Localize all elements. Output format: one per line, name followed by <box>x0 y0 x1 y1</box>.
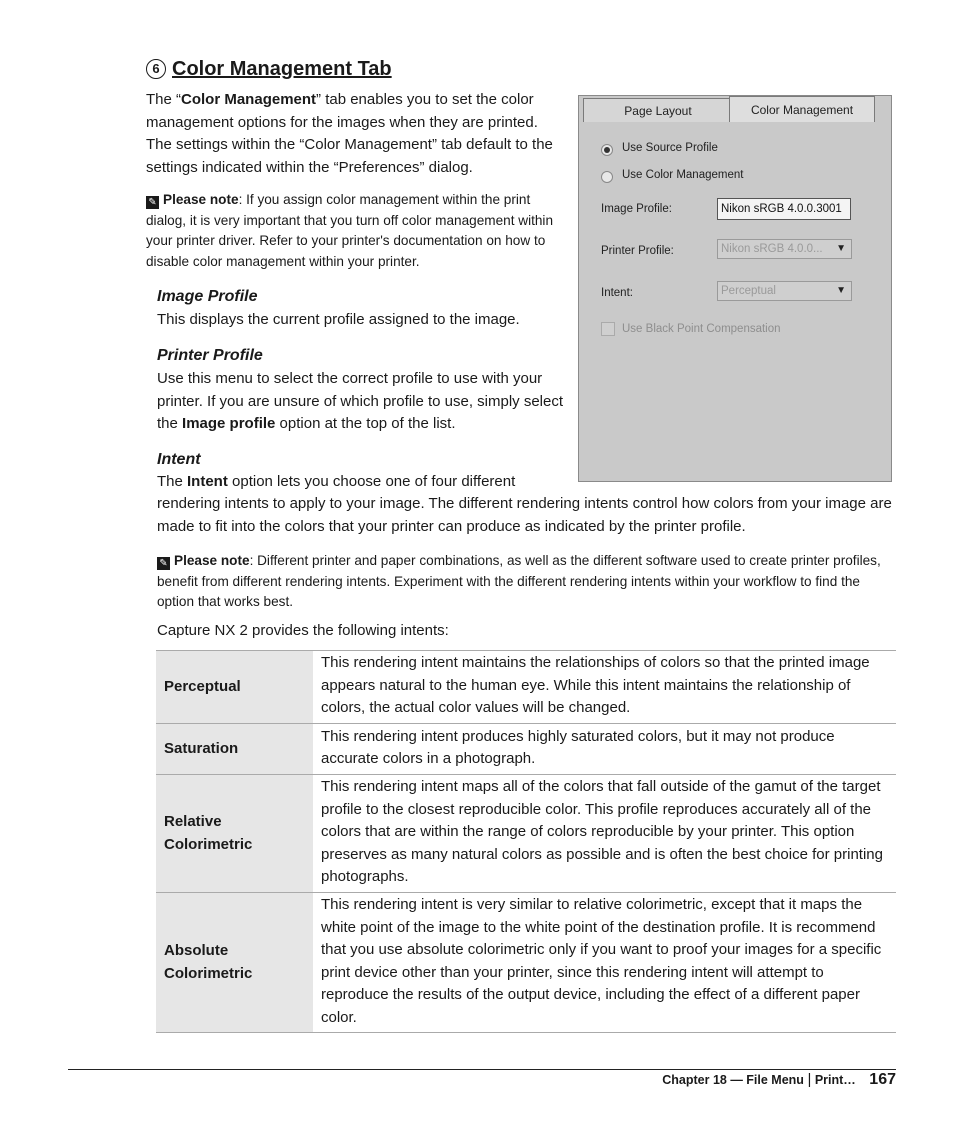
intent-heading: Intent <box>157 451 201 468</box>
section-heading <box>146 58 392 81</box>
black-point-label: Use Black Point Compensation <box>622 323 781 335</box>
tab-page-layout[interactable]: Page Layout <box>583 98 733 122</box>
intent-description: This rendering intent is very similar to relative colorimetric, except that it maps the white point of the image to the white point of the destination profile. It is recommend that you use absolute colorimetric only if you want to proof your images for a specific print device other than your printer, since this rendering intent will attempt to reproduce the results of the output device, including the effect of a different paper color. <box>313 893 896 1033</box>
intent-name: Absolute Colorimetric <box>156 893 313 1033</box>
intent-text-rest: rendering intents to apply to your image. The different rendering intents control how colors from your image are made to fit into the colors that your printer can produce as indicated by the printer profile. <box>157 495 892 535</box>
printer-profile-bold: Image profile <box>182 415 276 432</box>
table-row <box>156 651 896 724</box>
pencil-note-icon: ✎ <box>157 557 170 570</box>
printer-profile-text <box>157 368 569 436</box>
printer-profile-select-value: Nikon sRGB 4.0.0... <box>721 243 823 255</box>
note-1 <box>146 190 566 272</box>
dropdown-arrow-icon: ▼ <box>836 243 846 254</box>
table-row <box>156 893 896 1033</box>
black-point-checkbox[interactable] <box>601 322 615 336</box>
note-1-label: Please note <box>163 192 239 207</box>
intent-description: This rendering intent maintains the relationships of colors so that the printed image appears natural to the human eye. While this intent maintains the relationship of colors, the actual color values will be changed. <box>313 651 896 724</box>
intro-bold: Color Management <box>181 91 317 108</box>
image-profile-text: This displays the current profile assigned to the image. <box>157 311 520 328</box>
image-profile-heading: Image Profile <box>157 288 258 305</box>
intro-post: ” tab enables you to set the color management options for the images when they are printed. The settings within the “Color Management” tab default to the settings indicated within the “Preferences” dialog. <box>146 91 553 176</box>
capture-line: Capture NX 2 provides the following intents: <box>157 622 449 639</box>
table-row <box>156 775 896 893</box>
tab-color-management[interactable]: Color Management <box>729 96 875 122</box>
section-title: Color Management Tab <box>172 58 392 80</box>
intent-name: Relative Colorimetric <box>156 775 313 893</box>
intent-bold: Intent <box>187 473 228 490</box>
page-number: 167 <box>869 1071 896 1088</box>
dropdown-arrow-icon: ▼ <box>836 285 846 296</box>
page-footer <box>662 1071 896 1089</box>
intent-description: This rendering intent maps all of the colors that fall outside of the gamut of the target profile to the closest reproducible color. This profile reproduces accurately all of the colors that are within the range of colors reproducible by your printer. This option preserves as many natural colors as possible and is often the best choice for printing photographs. <box>313 775 896 893</box>
intent-description: This rendering intent produces highly saturated colors, but it may not produce accurate colors in a photograph. <box>313 724 896 775</box>
intent-text-line1 <box>157 471 577 494</box>
footer-rule <box>68 1069 896 1070</box>
printer-profile-heading: Printer Profile <box>157 347 263 364</box>
footer-section: Print… <box>814 1073 856 1087</box>
intent-label: Intent: <box>601 287 633 299</box>
dialog-tabs <box>579 96 891 122</box>
image-profile-field: Nikon sRGB 4.0.0.3001 <box>717 198 851 220</box>
use-source-profile-label: Use Source Profile <box>622 142 718 154</box>
printer-profile-post: option at the top of the list. <box>275 415 456 432</box>
use-color-management-radio[interactable] <box>601 171 613 183</box>
intro-paragraph <box>146 89 566 179</box>
section-number: 6 <box>146 59 166 79</box>
image-profile-label: Image Profile: <box>601 203 672 215</box>
printer-profile-select[interactable] <box>717 239 852 259</box>
intent-name: Perceptual <box>156 651 313 724</box>
footer-separator: | <box>807 1071 812 1088</box>
use-source-profile-radio[interactable] <box>601 144 613 156</box>
note-1-text: : If you assign color management within the print dialog, it is very important that you turn off color management within your printer driver. Refer to your printer's documentation on how to disable color management within your printer. <box>146 192 554 269</box>
table-row <box>156 724 896 775</box>
printer-profile-label: Printer Profile: <box>601 245 674 257</box>
intent-pre: The <box>157 473 188 490</box>
note-2 <box>157 551 895 613</box>
intents-table <box>156 650 896 1033</box>
printer-profile-pre: Use this menu to select the correct profile to use with your printer. If you are unsure of which profile to use, simply select the <box>157 370 564 432</box>
note-2-text: : Different printer and paper combinations, as well as the different software used to create printer profiles, benefit from different rendering intents. Experiment with the different rendering intents within your workflow to find the option that works best. <box>157 553 881 609</box>
use-color-management-label: Use Color Management <box>622 169 744 181</box>
footer-chapter: Chapter 18 — File Menu <box>662 1073 804 1087</box>
pencil-note-icon: ✎ <box>146 196 159 209</box>
color-management-dialog <box>578 95 892 482</box>
intent-select[interactable] <box>717 281 852 301</box>
note-2-label: Please note <box>174 553 250 568</box>
intro-pre: The “ <box>146 91 182 108</box>
intent-name: Saturation <box>156 724 313 775</box>
intent-line1-post: option lets you choose one of four different <box>227 473 516 490</box>
intent-select-value: Perceptual <box>721 285 776 297</box>
